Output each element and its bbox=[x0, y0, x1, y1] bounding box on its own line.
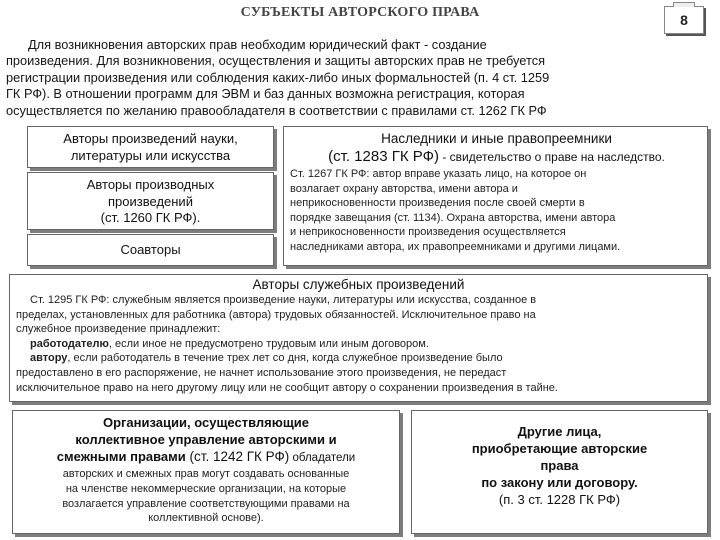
orgs-body bbox=[19, 467, 393, 526]
orgs-ref-tail: обладатели bbox=[289, 452, 356, 464]
intro-line: ГК РФ). В отношении программ для ЭВМ и баз данных возможна регистрация, которая bbox=[6, 86, 525, 102]
intro-line: регистрации произведения или соблюдения каких-либо иных формальностей (п. 4 ст. 1259 bbox=[6, 69, 550, 85]
orgs-body-line: коллективной основе). bbox=[148, 512, 264, 525]
heirs-heading: Наследники и иные правопреемники bbox=[381, 131, 612, 146]
slide-number: 8 bbox=[680, 12, 688, 28]
service-line: Ст. 1295 ГК РФ: служебным является произведение науки, литературы или искусства, созданное в bbox=[30, 294, 537, 306]
others-ref: (п. 3 ст. 1228 ГК РФ) bbox=[498, 492, 621, 507]
others-line: приобретающие авторские bbox=[471, 441, 648, 456]
heirs-ref-tail: - свидетельство о праве на наследство. bbox=[438, 150, 665, 164]
intro-line: осуществляется по желанию правообладателя в соответствии с правилами ст. 1262 ГК РФ bbox=[6, 102, 547, 118]
authors-line: литературы или искусства bbox=[70, 148, 231, 163]
authors-line: Авторы произведений науки, bbox=[63, 131, 238, 146]
derivative-ref: (ст. 1260 ГК РФ). bbox=[100, 210, 201, 225]
service-body bbox=[16, 293, 701, 395]
heirs-body-line: неприкосновенности произведения после своей смерти в bbox=[290, 197, 585, 210]
employer-term: работодателю bbox=[30, 337, 109, 350]
others-line: по закону или договору. bbox=[481, 475, 638, 490]
heirs-ref-line bbox=[290, 147, 703, 167]
orgs-body-line: на членстве некоммерческие организации, на которые bbox=[65, 482, 347, 495]
heirs-body-line: наследниками автора, их правопреемниками и другими лицами. bbox=[290, 240, 621, 253]
orgs-body-line: возлагается управление соответствующими правами на bbox=[62, 497, 350, 510]
heirs-box bbox=[283, 126, 708, 266]
service-employer-line bbox=[16, 337, 701, 352]
derivative-authors-box bbox=[27, 172, 274, 230]
heirs-body-line: Ст. 1267 ГК РФ: автор вправе указать лицо, на которое он bbox=[290, 168, 587, 180]
orgs-heading-line: Организации, осуществляющие bbox=[102, 415, 310, 430]
employer-text: , если иное не предусмотрено трудовым или иным договором. bbox=[108, 337, 429, 350]
service-line: пределах, установленных для работника (автора) трудовых обязанностей. Исключительное право на bbox=[16, 308, 536, 321]
derivative-line: Авторы производных bbox=[86, 177, 215, 192]
heirs-body-line: и неприкосновенности произведения осуществляется bbox=[290, 226, 566, 239]
orgs-ref: (ст. 1242 ГК РФ) bbox=[185, 449, 290, 464]
intro-paragraph bbox=[6, 37, 702, 119]
others-line: права bbox=[540, 458, 579, 473]
heirs-body bbox=[290, 167, 703, 255]
orgs-heading-last-line bbox=[19, 448, 393, 467]
orgs-heading-line: коллективное управление авторскими и bbox=[75, 431, 337, 447]
service-line: служебное произведение принадлежит: bbox=[16, 323, 221, 336]
service-heading: Авторы служебных произведений bbox=[252, 277, 465, 292]
others-line: Другие лица, bbox=[517, 424, 602, 439]
page-title: СУБЪЕКТЫ АВТОРСКОГО ПРАВА bbox=[240, 5, 480, 20]
author-term: автору bbox=[30, 352, 68, 365]
service-author-line bbox=[16, 351, 701, 366]
service-works-box bbox=[9, 274, 708, 402]
service-line: исключительное право на него другому лицу или не сообщит автору о сохранении произведения в тайне. bbox=[16, 381, 558, 394]
heirs-ref: (ст. 1283 ГК РФ) bbox=[328, 148, 439, 165]
heirs-body-line: возлагает охрану авторства, имени автора и bbox=[290, 182, 518, 195]
orgs-heading-last: смежными правами bbox=[56, 449, 186, 464]
coauthors-label: Соавторы bbox=[120, 242, 181, 257]
collective-orgs-box bbox=[12, 410, 400, 534]
intro-line: произведения. Для возникновения, осуществления и защиты авторских прав не требуется bbox=[6, 53, 546, 69]
derivative-line: произведений bbox=[108, 193, 193, 209]
intro-line: Для возникновения авторских прав необходим юридический факт - создание bbox=[28, 37, 487, 52]
slide-number-badge bbox=[664, 6, 704, 34]
other-persons-box bbox=[411, 410, 708, 534]
author-text: , если работодатель в течение трех лет со дня, когда служебное произведение было bbox=[67, 352, 503, 365]
authors-box bbox=[27, 126, 274, 168]
coauthors-box bbox=[27, 234, 274, 266]
badge-tab-decoration bbox=[673, 2, 695, 7]
service-line: предоставлено в его распоряжение, не начнет использование этого произведения, не передаст bbox=[16, 366, 507, 379]
heirs-body-line: порядке завещания (ст. 1134). Охрана авторства, имени автора bbox=[290, 211, 616, 224]
orgs-body-line: авторских и смежных прав могут создавать основанные bbox=[62, 468, 350, 480]
